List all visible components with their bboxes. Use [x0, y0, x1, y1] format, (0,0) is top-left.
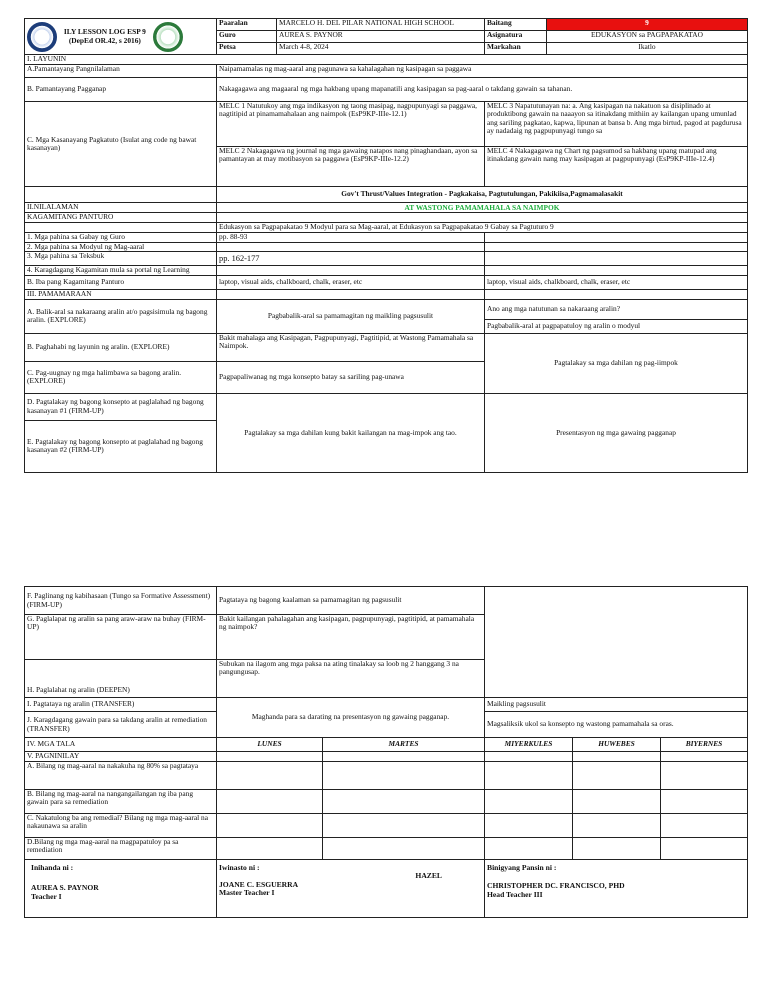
- reflection-a-cell-2: [323, 762, 485, 790]
- reflection-b-label: B. Bilang ng mag-aaral na nangangailangan ng iba pang gawain para sa remediation: [25, 790, 217, 814]
- kagamitan-value: Edukasyon sa Pagpapakatao 9 Modyul para sa Mag-aaral, at Edukasyon sa Pagpapakatao 9 Gabay sa Pagtuturo 9: [217, 223, 748, 233]
- teksbuk-empty: [485, 252, 748, 266]
- reflection-b-cell-3: [485, 790, 573, 814]
- reflection-d-cell-1: [217, 838, 323, 860]
- paghahabi-value: Bakit mahalaga ang Kasipagan, Pagpupunyagi, Pagtitipid, at Wastong Pamamahala sa Naimpok.: [217, 333, 485, 361]
- pagtataya-value2: Maikling pagsusulit: [485, 698, 748, 712]
- layunin-heading: I. LAYUNIN: [25, 55, 748, 65]
- reflection-d-cell-4: [573, 838, 661, 860]
- kagamitan-blank: [25, 223, 217, 233]
- pag-uugnay-value: Pagpapaliwanag ng mga konsepto batay sa sariling pag-unawa: [217, 361, 485, 393]
- balik-aral-value2a: Ano ang mga natutunan sa nakaraang aralin?: [485, 299, 748, 319]
- melc2-cell: MELC 2 Nakagagawa ng journal ng mga gawaing natapos nang pinaghandaan, ayon sa pamantayan at may motibasyon sa paggawa (EsP9KP-IIIe-12.2): [217, 147, 485, 187]
- pamamaraan-heading: III. PAMAMARAAN: [25, 289, 217, 299]
- pagninilay-cell-3: [485, 752, 573, 762]
- reflection-d-label: D.Bilang ng mga mag-aaral na magpapatuloy pa sa remediation: [25, 838, 217, 860]
- pagtataya-label: I. Pagtataya ng aralin (TRANSFER): [25, 698, 217, 712]
- title-line1b: S: [132, 27, 137, 37]
- pamamaraan-empty1: [217, 289, 485, 299]
- nilalaman-heading: II.NILALAMAN: [25, 203, 217, 213]
- modyul-empty: [485, 243, 748, 252]
- paglalahat-value: Subukan na ilagom ang mga paksa na ating tinalakay sa loob ng 2 hanggang 3 na pangungusap.: [217, 660, 485, 698]
- pamamaraan-empty2: [485, 289, 748, 299]
- karagdagang-gawain-value2: Magsaliksik ukol sa konsepto ng wastong pamamahala sa oras.: [485, 712, 748, 738]
- guro-value: AUREA S. PAYNOR: [277, 31, 485, 43]
- paaralan-value: MARCELO H. DEL PILAR NATIONAL HIGH SCHOOL: [277, 19, 485, 31]
- deped-seal-icon: [27, 22, 57, 52]
- checked-by-cell: [217, 860, 485, 918]
- pagninilay-cell-1: [217, 752, 323, 762]
- noted-by-cell: [485, 860, 748, 918]
- paglalapat-value: Bakit kailangan pahalagahan ang kasipagan, pagpupunyagi, pagtitipid, at pamamahala ng naimpok?: [217, 615, 485, 660]
- iba-kagamitan-label: B. Iba pang Kagamitang Panturo: [25, 275, 217, 289]
- lesson-log-table-page1: [24, 18, 748, 473]
- prepared-by-cell: [25, 860, 217, 918]
- day-biyernes: BIYERNES: [661, 738, 748, 752]
- melc1-cell: MELC 1 Natutukoy ang mga indikasyon ng taong masipag, nagpupunyagi sa paggawa, nagtitipid at pinamamahalaan ang naimpok (EsP9KP-IIIe-12.1): [217, 102, 485, 147]
- reflection-c-label: C. Nakatulong ba ang remedial? Bilang ng mga mag-aaral na nakaunawa sa aralin: [25, 814, 217, 838]
- checked-title: Master Teacher I: [219, 888, 275, 898]
- reflection-b-cell-2: [323, 790, 485, 814]
- paglalapat-label: G. Paglalapat ng aralin sa pang araw-araw na buhay (FIRM-UP): [25, 615, 217, 660]
- pagninilay-cell-4: [573, 752, 661, 762]
- title-line1: ILY LESSON LOG E: [63, 27, 133, 37]
- reflection-a-cell-1: [217, 762, 323, 790]
- pamantayang-pagganap-label: B. Pamantayang Pagganap: [25, 78, 217, 102]
- pamantayang-pangnilalaman-value: Naipamamalas ng mag-aaral ang pagunawa sa kahalagahan ng kasipagan sa paggawa: [217, 65, 748, 78]
- gabay-guro-label: 1. Mga pahina sa Gabay ng Guro: [25, 233, 217, 243]
- paglinang-value: Pagtataya ng bagong kaalaman sa pamamagitan ng pagsusulit: [217, 587, 485, 615]
- pagtalakay1-label: D. Pagtalakay ng bagong konsepto at paglalahad ng bagong kasanayan #1 (FIRM-UP): [25, 393, 217, 420]
- portal-empty: [485, 266, 748, 275]
- reflection-c-cell-3: [485, 814, 573, 838]
- melc3-cell: MELC 3 Napatutunayan na: a. Ang kasipagan na nakatuon sa disiplinado at produktibong gawain na naaayon sa itinakdang mithiin ay kailangan upang umunlad ang sariling pagkatao, kapwa, lipunan at bansa b. Ang mga birtud, pagod at pagdurusa ay nadadaig ng pagpupunyagi tungo sa: [485, 102, 748, 147]
- pagtalakay-value2: Presentasyon ng mga gawaing pagganap: [485, 393, 748, 472]
- pagninilay-cell-2: [323, 752, 485, 762]
- title-line2: (DepEd OR.42, s 2016): [68, 35, 141, 45]
- checked-name: JOANE C. ESGUERRA: [219, 879, 299, 889]
- paghahabi-label: B. Paghahabi ng layunin ng aralin. (EXPLORE): [25, 333, 217, 361]
- markahan-label: Markahan: [485, 43, 547, 55]
- title-line1c: P 9: [136, 27, 146, 37]
- reflection-a-label: A. Bilang ng mag-aaral na nakakuha ng 80% sa pagtataya: [25, 762, 217, 790]
- header-title-cell: [25, 19, 217, 55]
- thrust-empty: [25, 187, 217, 203]
- day-huwebes: HUWEBES: [573, 738, 661, 752]
- modyul-label: 2. Mga pahina sa Modyul ng Mag-aaral: [25, 243, 217, 252]
- reflection-c-cell-4: [573, 814, 661, 838]
- portal-value: [217, 266, 485, 275]
- petsa-label: Petsa: [217, 43, 277, 55]
- reflection-b-cell-4: [573, 790, 661, 814]
- school-seal-icon: [153, 22, 183, 52]
- noted-title: Head Teacher III: [487, 889, 543, 899]
- pagtalakay2-label: E. Pagtalakay ng bagong konsepto at paglalahad ng bagong kasanayan #2 (FIRM-UP): [25, 420, 217, 472]
- kagamitan-heading: KAGAMITANG PANTURO: [25, 213, 217, 223]
- kasanayang-pagkatuto-label: C. Mga Kasanayang Pagkatuto (Isulat ang code ng bawat kasanayan): [25, 102, 217, 187]
- pagtalakay-value1: Pagtalakay sa mga dahilan kung bakit kailangan na mag-impok ang tao.: [217, 393, 485, 472]
- gabay-guro-empty: [485, 233, 748, 243]
- melc4-cell: MELC 4 Nakagagawa ng Chart ng pagsumod sa hakbang upang matupad ang itinakdang gawain nang may kasipagan at pagpupunyagi (EsP9KP-IIIe-12.4): [485, 147, 748, 187]
- reflection-d-cell-2: [323, 838, 485, 860]
- reflection-d-cell-3: [485, 838, 573, 860]
- markahan-value: Ikatlo: [547, 43, 748, 55]
- guro-label: Guro: [217, 31, 277, 43]
- balik-aral-value1: Pagbabalik-aral sa pamamagitan ng maikling pagsusulit: [217, 299, 485, 333]
- pamantayang-pagganap-value: Nakagagawa ang magaaral ng mga hakbang upang mapanatili ang kasipagan sa pag-aaral o takdang gawain sa tahanan.: [217, 78, 748, 102]
- paglalahat-label: H. Paglalahat ng aralin (DEEPEN): [25, 660, 217, 698]
- asignatura-label: Asignatura: [485, 31, 547, 43]
- baitang-value: 9: [547, 19, 748, 31]
- pagninilay-heading: V. PAGNINILAY: [25, 752, 217, 762]
- gabay-guro-value: pp. 88-93: [217, 233, 485, 243]
- karagdagang-gawain-label: J. Karagdagang gawain para sa takdang aralin at remediation (TRANSFER): [25, 712, 217, 738]
- day-miyerkules: MIYERKULES: [485, 738, 573, 752]
- iba-kagamitan-value1: laptop, visual aids, chalkboard, chalk, eraser, etc: [217, 275, 485, 289]
- reflection-a-cell-3: [485, 762, 573, 790]
- noted-name: CHRISTOPHER DC. FRANCISCO, PHD: [487, 881, 625, 891]
- thrust-integration: Gov't Thrust/Values Integration - Pagkakaisa, Pagtutulungan, Pakikiisa,Pagmamalasakit: [217, 187, 748, 203]
- iba-kagamitan-value2: laptop, visual aids, chalkboard, chalk, eraser, etc: [485, 275, 748, 289]
- checked-label: Iwinasto ni :: [219, 863, 260, 872]
- noted-label: Binigyang Pansin ni :: [487, 863, 557, 872]
- pag-uugnay-label: C. Pag-uugnay ng mga halimbawa sa bagong aralin. (EXPLORE): [25, 361, 217, 393]
- kagamitan-empty: [217, 213, 748, 223]
- asignatura-value: EDUKASYON sa PAGPAPAKATAO: [547, 31, 748, 43]
- reflection-a-cell-5: [661, 762, 748, 790]
- portal-label: 4. Karagdagang Kagamitan mula sa portal ng Learning: [25, 266, 217, 275]
- lesson-log-table-page2: [24, 586, 748, 918]
- balik-aral-value2b: Pagbabalik-aral at pagpapatuloy ng aralin o modyul: [485, 319, 748, 333]
- reflection-b-cell-5: [661, 790, 748, 814]
- modyul-value: [217, 243, 485, 252]
- balik-aral-label: A. Balik-aral sa nakaraang aralin at/o pagsisimula ng bagong aralin. (EXPLORE): [25, 299, 217, 333]
- reflection-c-cell-1: [217, 814, 323, 838]
- reflection-d-cell-5: [661, 838, 748, 860]
- reflection-c-cell-5: [661, 814, 748, 838]
- paglinang-label: F. Paglinang ng kabihasaan (Tungo sa Formative Assessment) (FIRM-UP): [25, 587, 217, 615]
- mga-tala-heading: IV. MGA TALA: [25, 738, 217, 752]
- pamantayang-pangnilalaman-label: A.Pamantayang Pangnilalaman: [25, 65, 217, 78]
- day-lunes: LUNES: [217, 738, 323, 752]
- paglinang-empty: [485, 587, 748, 698]
- teksbuk-label: 3. Mga pahina sa Teksbuk: [25, 252, 217, 266]
- reflection-b-cell-1: [217, 790, 323, 814]
- pagninilay-cell-5: [661, 752, 748, 762]
- prepared-title: Teacher I: [31, 891, 62, 901]
- prepared-name: AUREA S. PAYNOR: [31, 883, 99, 893]
- petsa-value: March 4-8, 2024: [277, 43, 485, 55]
- paaralan-label: Paaralan: [217, 19, 277, 31]
- pag-uugnay-value2: Pagtalakay sa mga dahilan ng pag-iimpok: [485, 333, 748, 393]
- pagtataya-value1: Maghanda para sa darating na presentasyon ng gawaing pagganap.: [217, 698, 485, 738]
- teksbuk-value: pp. 162-177: [217, 252, 485, 266]
- reflection-a-cell-4: [573, 762, 661, 790]
- prepared-label: Inihanda ni :: [31, 863, 74, 872]
- reflection-c-cell-2: [323, 814, 485, 838]
- baitang-label: Baitang: [485, 19, 547, 31]
- day-martes: MARTES: [323, 738, 485, 752]
- nilalaman-value: AT WASTONG PAMAMAHALA SA NAIMPOK: [217, 203, 748, 213]
- checked-extra: HAZEL: [415, 871, 442, 881]
